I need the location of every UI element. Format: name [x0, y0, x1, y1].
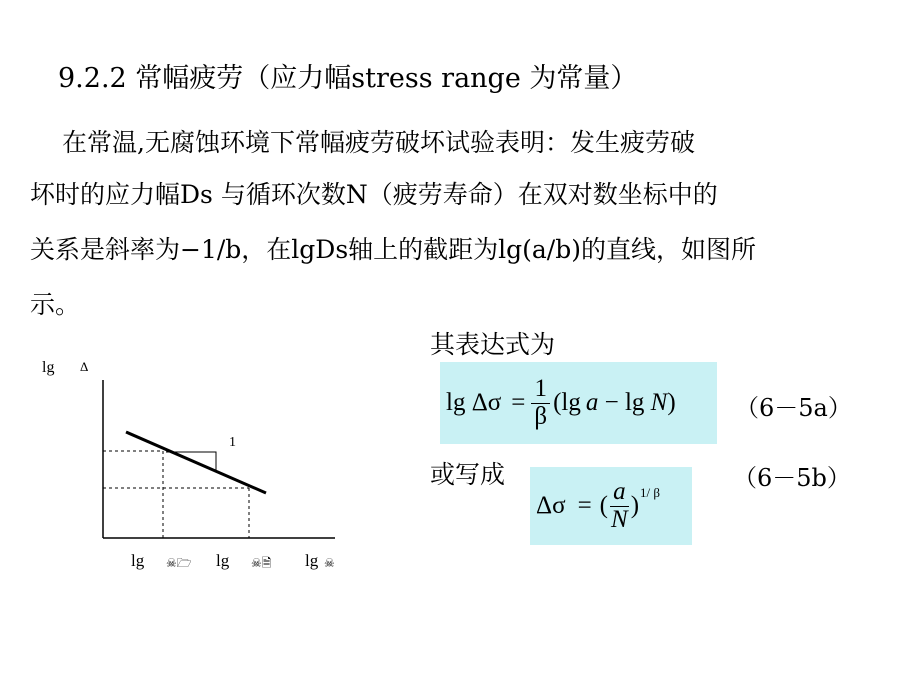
paragraph-line-4: 示。 — [30, 290, 81, 319]
x-symbol-3: ☠ — [324, 556, 335, 570]
sn-line — [126, 432, 266, 493]
section-title: 9.2.2 常幅疲劳（应力幅stress range 为常量） — [58, 63, 638, 94]
alt-expression-label: 或写成 — [430, 460, 506, 489]
formula-b-denominator: N — [611, 505, 628, 533]
equation-number-6-5b: （6－5b） — [733, 464, 851, 492]
equation-number-6-5a: （6－5a） — [735, 394, 852, 422]
formula-b-numerator: a — [610, 479, 629, 506]
formula-a-lhs: lg Δσ — [446, 389, 502, 416]
formula-b-close: ) — [630, 492, 640, 519]
formula-b-exponent: 1/ β — [640, 485, 660, 500]
x-label-2: lg — [216, 551, 230, 570]
x-label-1: lg — [131, 551, 145, 570]
formula-b-lhs: Δσ — [536, 492, 566, 519]
x-symbol-1: ☠🗁 — [166, 556, 192, 570]
slope-label: 1 — [229, 435, 236, 450]
x-label-3: lg — [305, 551, 319, 570]
formula-a-N: N — [650, 389, 668, 416]
paragraph-line-3: 关系是斜率为−1/b，在lgDs轴上的截距为lg(a/b)的直线，如图所 — [30, 235, 756, 264]
formula-a-equals: = — [511, 389, 526, 416]
formula-b-open: ( — [599, 492, 608, 519]
y-axis-symbol: Δ — [80, 359, 89, 374]
x-symbol-2: ☠🗎 — [251, 556, 272, 570]
formula-a-minus: − lg — [598, 389, 651, 416]
y-axis-label: lg — [42, 359, 55, 376]
formula-a-a: a — [585, 389, 599, 416]
expression-label: 其表达式为 — [430, 330, 556, 359]
formula-b-equals: = — [577, 492, 592, 519]
paragraph-line-1: 在常温,无腐蚀环境下常幅疲劳破坏试验表明：发生疲劳破 — [62, 128, 695, 157]
paragraph-line-2: 坏时的应力幅Ds 与循环次数N（疲劳寿命）在双对数坐标中的 — [30, 180, 718, 209]
formula-a-denominator: β — [534, 402, 548, 430]
formula-a-numerator: 1 — [531, 376, 550, 403]
formula-a-open: (lg — [553, 389, 581, 416]
formula-a-close: ) — [667, 389, 676, 416]
